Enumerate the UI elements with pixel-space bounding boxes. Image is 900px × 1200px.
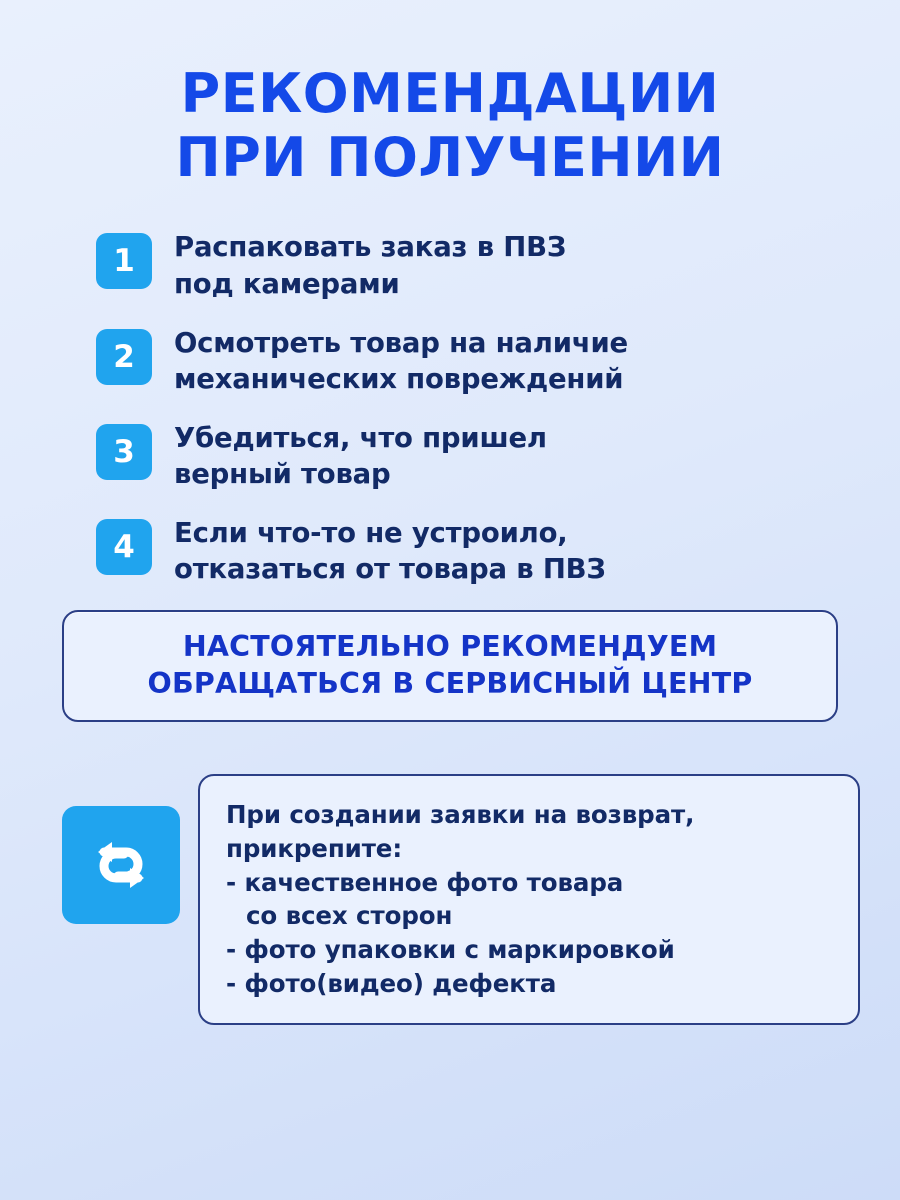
return-note <box>198 774 860 1025</box>
note-line-1: При создании заявки на возврат, <box>226 800 695 830</box>
step-text-line-2: под камерами <box>174 268 400 300</box>
step-text-line-2: механических повреждений <box>174 363 624 396</box>
note-line-6: - фото(видео) дефекта <box>226 969 557 999</box>
step-text-line-2: отказаться от товара в ПВЗ <box>174 553 606 586</box>
step-number-badge: 4 <box>96 519 152 575</box>
step-number-badge: 3 <box>96 424 152 480</box>
step-text <box>174 325 628 398</box>
step-text-line-1: Распаковать заказ в ПВЗ <box>174 231 567 264</box>
page-title-line-1: РЕКОМЕНДАЦИИ <box>180 62 720 125</box>
list-item <box>96 229 860 302</box>
step-number-badge: 2 <box>96 329 152 385</box>
page-title-line-2: ПРИ ПОЛУЧЕНИИ <box>175 125 725 189</box>
step-text-line-1: Если что-то не устроило, <box>174 516 568 549</box>
note-line-2: прикрепите: <box>226 833 403 863</box>
step-number-badge: 1 <box>96 233 152 289</box>
note-line-4: со всех сторон <box>246 901 453 931</box>
step-text <box>174 420 547 493</box>
step-text-line-1: Убедиться, что пришел <box>174 421 547 454</box>
steps-list <box>0 229 900 588</box>
recommendation-banner <box>62 610 838 722</box>
page-title <box>0 0 900 189</box>
banner-line-2: ОБРАЩАТЬСЯ В СЕРВИСНЫЙ ЦЕНТР <box>147 666 753 700</box>
refresh-exchange-icon <box>62 806 180 924</box>
list-item <box>96 420 860 493</box>
step-text-line-1: Осмотреть товар на наличие <box>174 326 628 359</box>
note-line-5: - фото упаковки с маркировкой <box>226 935 675 965</box>
banner-line-1: НАСТОЯТЕЛЬНО РЕКОМЕНДУЕМ <box>182 629 718 663</box>
return-note-section <box>0 774 900 1025</box>
list-item <box>96 515 860 588</box>
step-text-line-2: верный товар <box>174 458 391 491</box>
note-line-3: - качественное фото товара <box>226 867 624 897</box>
step-text <box>174 229 566 302</box>
step-text <box>174 515 606 588</box>
list-item <box>96 325 860 398</box>
